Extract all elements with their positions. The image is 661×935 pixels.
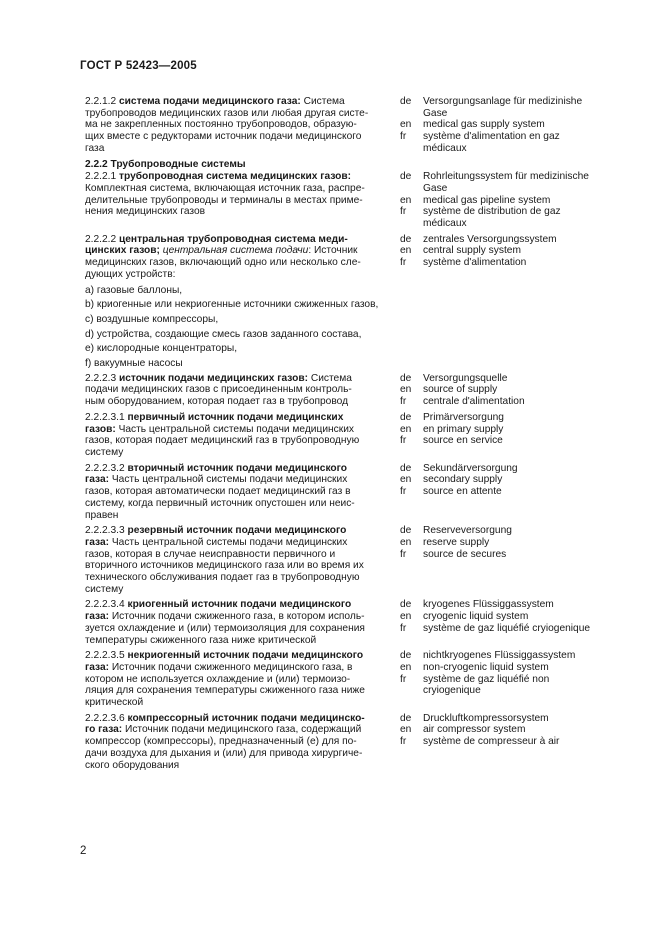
translation-line: Sekundärversorgung bbox=[423, 462, 518, 474]
language-codes bbox=[400, 713, 423, 772]
definition-line: газов, которая автоматически подает медицинский газ в bbox=[85, 486, 351, 498]
language-code: en bbox=[400, 423, 412, 435]
term-translations bbox=[423, 650, 633, 709]
term-number: 2.2.2.3.4 bbox=[85, 599, 128, 611]
list-item: a) газовые баллоны, bbox=[85, 284, 183, 296]
term-definition-ru bbox=[85, 713, 397, 772]
term-name: первичный источник подачи медицинских bbox=[127, 411, 344, 423]
language-code: de bbox=[400, 599, 412, 611]
translation-line: non-cryogenic liquid system bbox=[423, 661, 549, 673]
definition-line: ляция для сохранения температуры сжиженного газа ниже bbox=[85, 685, 365, 697]
page-number: 2 bbox=[80, 845, 87, 857]
definition-line: зуется охлаждение и (или) термоизоляция для сохранения bbox=[85, 622, 365, 634]
translation-line: kryogenes Flüssiggassystem bbox=[423, 599, 554, 611]
term-number: 2.2.2.3.5 bbox=[85, 650, 128, 662]
definition-text: : Источник bbox=[308, 245, 358, 257]
translation-line: secondary supply bbox=[423, 474, 503, 486]
translation-line: cryiogenique bbox=[423, 685, 481, 697]
term-name: криогенный источник подачи медицинского bbox=[127, 599, 352, 611]
list-item: b) криогенные или некриогенные источники сжиженных газов, bbox=[85, 299, 379, 311]
language-code: en bbox=[400, 474, 412, 486]
definition-line: ным оборудованием, которая подает газ в трубопровод bbox=[85, 396, 349, 408]
translation-line: nichtkryogenes Flüssiggassystem bbox=[423, 650, 576, 662]
term-name-cont: газа: bbox=[85, 661, 110, 673]
term-number: 2.2.2.2 bbox=[85, 233, 119, 245]
term-name-cont: газов: bbox=[85, 423, 116, 435]
term-translations bbox=[423, 599, 633, 646]
definition-text: Источник подачи сжиженного газа, в котором исполь- bbox=[109, 611, 365, 623]
translation-line: zentrales Versorgungssystem bbox=[423, 233, 557, 245]
definition-line: Комплектная система, включающая источник газа, распре- bbox=[85, 182, 365, 194]
language-code bbox=[400, 108, 423, 120]
term-entry bbox=[85, 373, 640, 408]
definition-line: систему, когда первичный источник опустошен или неис- bbox=[85, 497, 355, 509]
definition-line: трубопроводов медицинских газов или любая другая систе- bbox=[85, 107, 369, 119]
language-codes bbox=[400, 650, 423, 709]
translation-line: cryogenic liquid system bbox=[423, 611, 529, 623]
term-definition-ru bbox=[85, 234, 397, 281]
document-header: ГОСТ Р 52423—2005 bbox=[80, 60, 197, 72]
translation-line: Gase bbox=[423, 107, 448, 119]
translation-line: air compressor system bbox=[423, 724, 526, 736]
language-code: fr bbox=[400, 673, 407, 685]
definition-line: компрессор (компрессоры), предназначенный (е) для по- bbox=[85, 736, 357, 748]
term-translations bbox=[423, 171, 633, 230]
definition-line: подачи медицинских газов с присоединенным контроль- bbox=[85, 384, 352, 396]
translation-line: Primärversorgung bbox=[423, 411, 504, 423]
language-code: de bbox=[400, 96, 412, 107]
translation-line: centrale d'alimentation bbox=[423, 396, 525, 408]
definition-line: газов, которая в случае неисправности первичного и bbox=[85, 548, 336, 560]
language-code: de bbox=[400, 171, 412, 183]
term-name: центральная трубопроводная система меди- bbox=[119, 233, 348, 245]
translation-line: système d'alimentation bbox=[423, 257, 527, 269]
language-code: fr bbox=[400, 131, 407, 143]
term-translations bbox=[423, 96, 633, 155]
translation-line: Rohrleitungssystem für medizinische bbox=[423, 171, 589, 183]
term-translations bbox=[423, 412, 633, 459]
document-body bbox=[85, 96, 640, 775]
term-second-line bbox=[85, 724, 397, 736]
device-list bbox=[85, 285, 397, 370]
translation-line: medical gas pipeline system bbox=[423, 194, 551, 206]
definition-text: Система bbox=[300, 96, 345, 107]
translation-line: médicaux bbox=[423, 218, 467, 230]
term-translations bbox=[423, 713, 633, 772]
definition-line: нения медицинских газов bbox=[85, 206, 206, 218]
definition-text: Источник подачи медицинского газа, содержащий bbox=[122, 724, 362, 736]
term-entry bbox=[85, 525, 640, 595]
translation-line: en primary supply bbox=[423, 423, 504, 435]
translation-line: système de compresseur à air bbox=[423, 736, 560, 748]
term-first-line bbox=[85, 713, 397, 725]
language-code: fr bbox=[400, 486, 407, 498]
translation-line: source en attente bbox=[423, 486, 502, 498]
term-number: 2.2.1.2 bbox=[85, 96, 119, 107]
language-code: fr bbox=[400, 206, 407, 218]
language-codes bbox=[400, 373, 423, 408]
translation-line: Versorgungsanlage für medizinishe bbox=[423, 96, 583, 107]
term-translations bbox=[423, 373, 633, 408]
definition-line: систему bbox=[85, 583, 124, 595]
term-name: трубопроводная система медицинских газов: bbox=[119, 171, 352, 183]
term-first-line bbox=[85, 412, 397, 424]
language-code: fr bbox=[400, 548, 407, 560]
language-code: en bbox=[400, 536, 412, 548]
translation-line: Reserveversorgung bbox=[423, 525, 512, 537]
term-name-cont: го газа: bbox=[85, 724, 123, 736]
translation-line: système de gaz liquéfié non bbox=[423, 673, 550, 685]
definition-line: систему bbox=[85, 446, 124, 458]
definition-line: медицинских газов, включающий одно или несколько сле- bbox=[85, 257, 361, 269]
definition-text: Источник подачи сжиженного медицинского газа, в bbox=[109, 661, 353, 673]
language-code: de bbox=[400, 372, 412, 384]
definition-text: Часть центральной системы подачи медицинских bbox=[109, 536, 348, 548]
language-code: fr bbox=[400, 257, 407, 269]
language-code: de bbox=[400, 650, 412, 662]
language-code: de bbox=[400, 525, 412, 537]
term-name-cont: газа: bbox=[85, 536, 110, 548]
term-first-line bbox=[85, 171, 397, 183]
term-second-line bbox=[85, 245, 397, 257]
term-first-line bbox=[85, 373, 397, 385]
term-name: вторичный источник подачи медицинского bbox=[127, 462, 347, 474]
translation-line: Gase bbox=[423, 182, 448, 194]
term-entry bbox=[85, 650, 640, 709]
language-code: en bbox=[400, 119, 412, 131]
term-number: 2.2.2.3 bbox=[85, 372, 119, 384]
list-item: d) устройства, создающие смесь газов заданного состава, bbox=[85, 328, 362, 340]
term-name: резервный источник подачи медицинского bbox=[127, 525, 347, 537]
definition-line: вторичного источников медицинского газа или во время их bbox=[85, 560, 364, 572]
definition-line: ского оборудования bbox=[85, 759, 180, 771]
definition-line: температуры сжиженного газа ниже критической bbox=[85, 634, 317, 646]
language-codes bbox=[400, 412, 423, 459]
term-first-line bbox=[85, 463, 397, 475]
term-first-line bbox=[85, 650, 397, 662]
term-first-line bbox=[85, 599, 397, 611]
term-translations bbox=[423, 234, 633, 281]
translation-line: système d'alimentation en gaz bbox=[423, 131, 560, 143]
term-entry bbox=[85, 96, 640, 155]
term-number: 2.2.2.3.1 bbox=[85, 411, 128, 423]
language-code: de bbox=[400, 462, 412, 474]
language-code: en bbox=[400, 724, 412, 736]
definition-text: Часть центральной системы подачи медицинских bbox=[115, 423, 354, 435]
term-translations bbox=[423, 525, 633, 595]
language-code: fr bbox=[400, 736, 407, 748]
term-entry bbox=[85, 412, 640, 459]
definition-line: дующих устройств: bbox=[85, 268, 176, 280]
language-codes bbox=[400, 599, 423, 646]
language-code: fr bbox=[400, 622, 407, 634]
language-code bbox=[400, 183, 423, 195]
language-codes bbox=[400, 96, 423, 155]
list-item: c) воздушные компрессоры, bbox=[85, 313, 219, 325]
language-code: en bbox=[400, 194, 412, 206]
term-entry bbox=[85, 599, 640, 646]
language-code: fr bbox=[400, 396, 407, 408]
translation-line: source of supply bbox=[423, 384, 498, 396]
term-name-cont: газа: bbox=[85, 474, 110, 486]
translation-line: medical gas supply system bbox=[423, 119, 545, 131]
definition-line: дачи воздуха для дыхания и (или) для привода хирургиче- bbox=[85, 747, 363, 759]
term-definition-ru bbox=[85, 599, 397, 646]
definition-line: газа bbox=[85, 142, 105, 154]
term-definition-ru bbox=[85, 463, 397, 522]
definition-line: технического обслуживания подает газ в трубопроводную bbox=[85, 572, 360, 584]
language-code: en bbox=[400, 611, 412, 623]
definition-line: газов, которая подает медицинский газ в трубопроводную bbox=[85, 435, 360, 447]
translation-line: Versorgungsquelle bbox=[423, 372, 508, 384]
definition-line: щих вместе с редукторами источник подачи медицинского bbox=[85, 131, 362, 143]
term-second-line bbox=[85, 611, 397, 623]
language-codes bbox=[400, 463, 423, 522]
definition-line: котором не используется охлаждение и (или) термоизо- bbox=[85, 673, 351, 685]
definition-text: Система bbox=[308, 372, 352, 384]
term-name-cont: газа: bbox=[85, 611, 110, 623]
language-code: de bbox=[400, 233, 412, 245]
translation-line: central supply system bbox=[423, 245, 521, 257]
term-number: 2.2.2.3.2 bbox=[85, 462, 128, 474]
term-name: система подачи медицинского газа: bbox=[119, 96, 301, 107]
term-number: 2.2.2.3.6 bbox=[85, 712, 128, 724]
term-definition-ru bbox=[85, 373, 397, 408]
definition-line: делительные трубопроводы и терминалы в местах приме- bbox=[85, 194, 363, 206]
definition-text: Часть центральной системы подачи медицинских bbox=[109, 474, 348, 486]
list-item: f) вакуумные насосы bbox=[85, 358, 183, 370]
term-name: источник подачи медицинских газов: bbox=[119, 372, 308, 384]
term-entry bbox=[85, 171, 640, 230]
language-codes bbox=[400, 234, 423, 281]
translation-line: médicaux bbox=[423, 142, 467, 154]
term-entry bbox=[85, 463, 640, 522]
term-second-line bbox=[85, 474, 397, 486]
term-definition-ru bbox=[85, 525, 397, 595]
term-second-line bbox=[85, 424, 397, 436]
term-name-cont: цинских газов; bbox=[85, 245, 160, 257]
term-second-line bbox=[85, 662, 397, 674]
term-name: компрессорный источник подачи медицинско- bbox=[127, 712, 365, 724]
term-number: 2.2.2.1 bbox=[85, 171, 119, 183]
translation-line: Druckluftkompressorsystem bbox=[423, 712, 549, 724]
translation-line: système de distribution de gaz bbox=[423, 206, 561, 218]
term-first-line bbox=[85, 96, 397, 108]
list-item: e) кислородные концентраторы, bbox=[85, 343, 238, 355]
translation-line: source en service bbox=[423, 435, 503, 447]
language-code: en bbox=[400, 384, 412, 396]
language-code: de bbox=[400, 411, 412, 423]
term-definition-ru bbox=[85, 650, 397, 709]
section-heading: 2.2.2 Трубопроводные системы bbox=[85, 158, 246, 170]
translation-line: source de secures bbox=[423, 548, 507, 560]
language-code: en bbox=[400, 245, 412, 257]
translation-line: reserve supply bbox=[423, 536, 490, 548]
term-first-line bbox=[85, 525, 397, 537]
language-code: de bbox=[400, 712, 412, 724]
term-name: некриогенный источник подачи медицинского bbox=[127, 650, 364, 662]
definition-line: правен bbox=[85, 509, 119, 521]
term-entry bbox=[85, 234, 640, 281]
term-entry bbox=[85, 713, 640, 772]
alternative-term: центральная система подачи bbox=[162, 245, 309, 257]
language-codes bbox=[400, 525, 423, 595]
term-definition-ru bbox=[85, 171, 397, 230]
term-definition-ru bbox=[85, 96, 397, 155]
definition-line: критической bbox=[85, 697, 144, 709]
translation-line: système de gaz liquéfié cryiogenique bbox=[423, 622, 591, 634]
term-definition-ru bbox=[85, 412, 397, 459]
term-translations bbox=[423, 463, 633, 522]
term-number: 2.2.2.3.3 bbox=[85, 525, 128, 537]
term-second-line bbox=[85, 537, 397, 549]
term-first-line bbox=[85, 234, 397, 246]
language-codes bbox=[400, 171, 423, 230]
language-code: en bbox=[400, 661, 412, 673]
language-code: fr bbox=[400, 435, 407, 447]
definition-line: ма не закрепленных постоянно трубопроводов, образую- bbox=[85, 119, 357, 131]
